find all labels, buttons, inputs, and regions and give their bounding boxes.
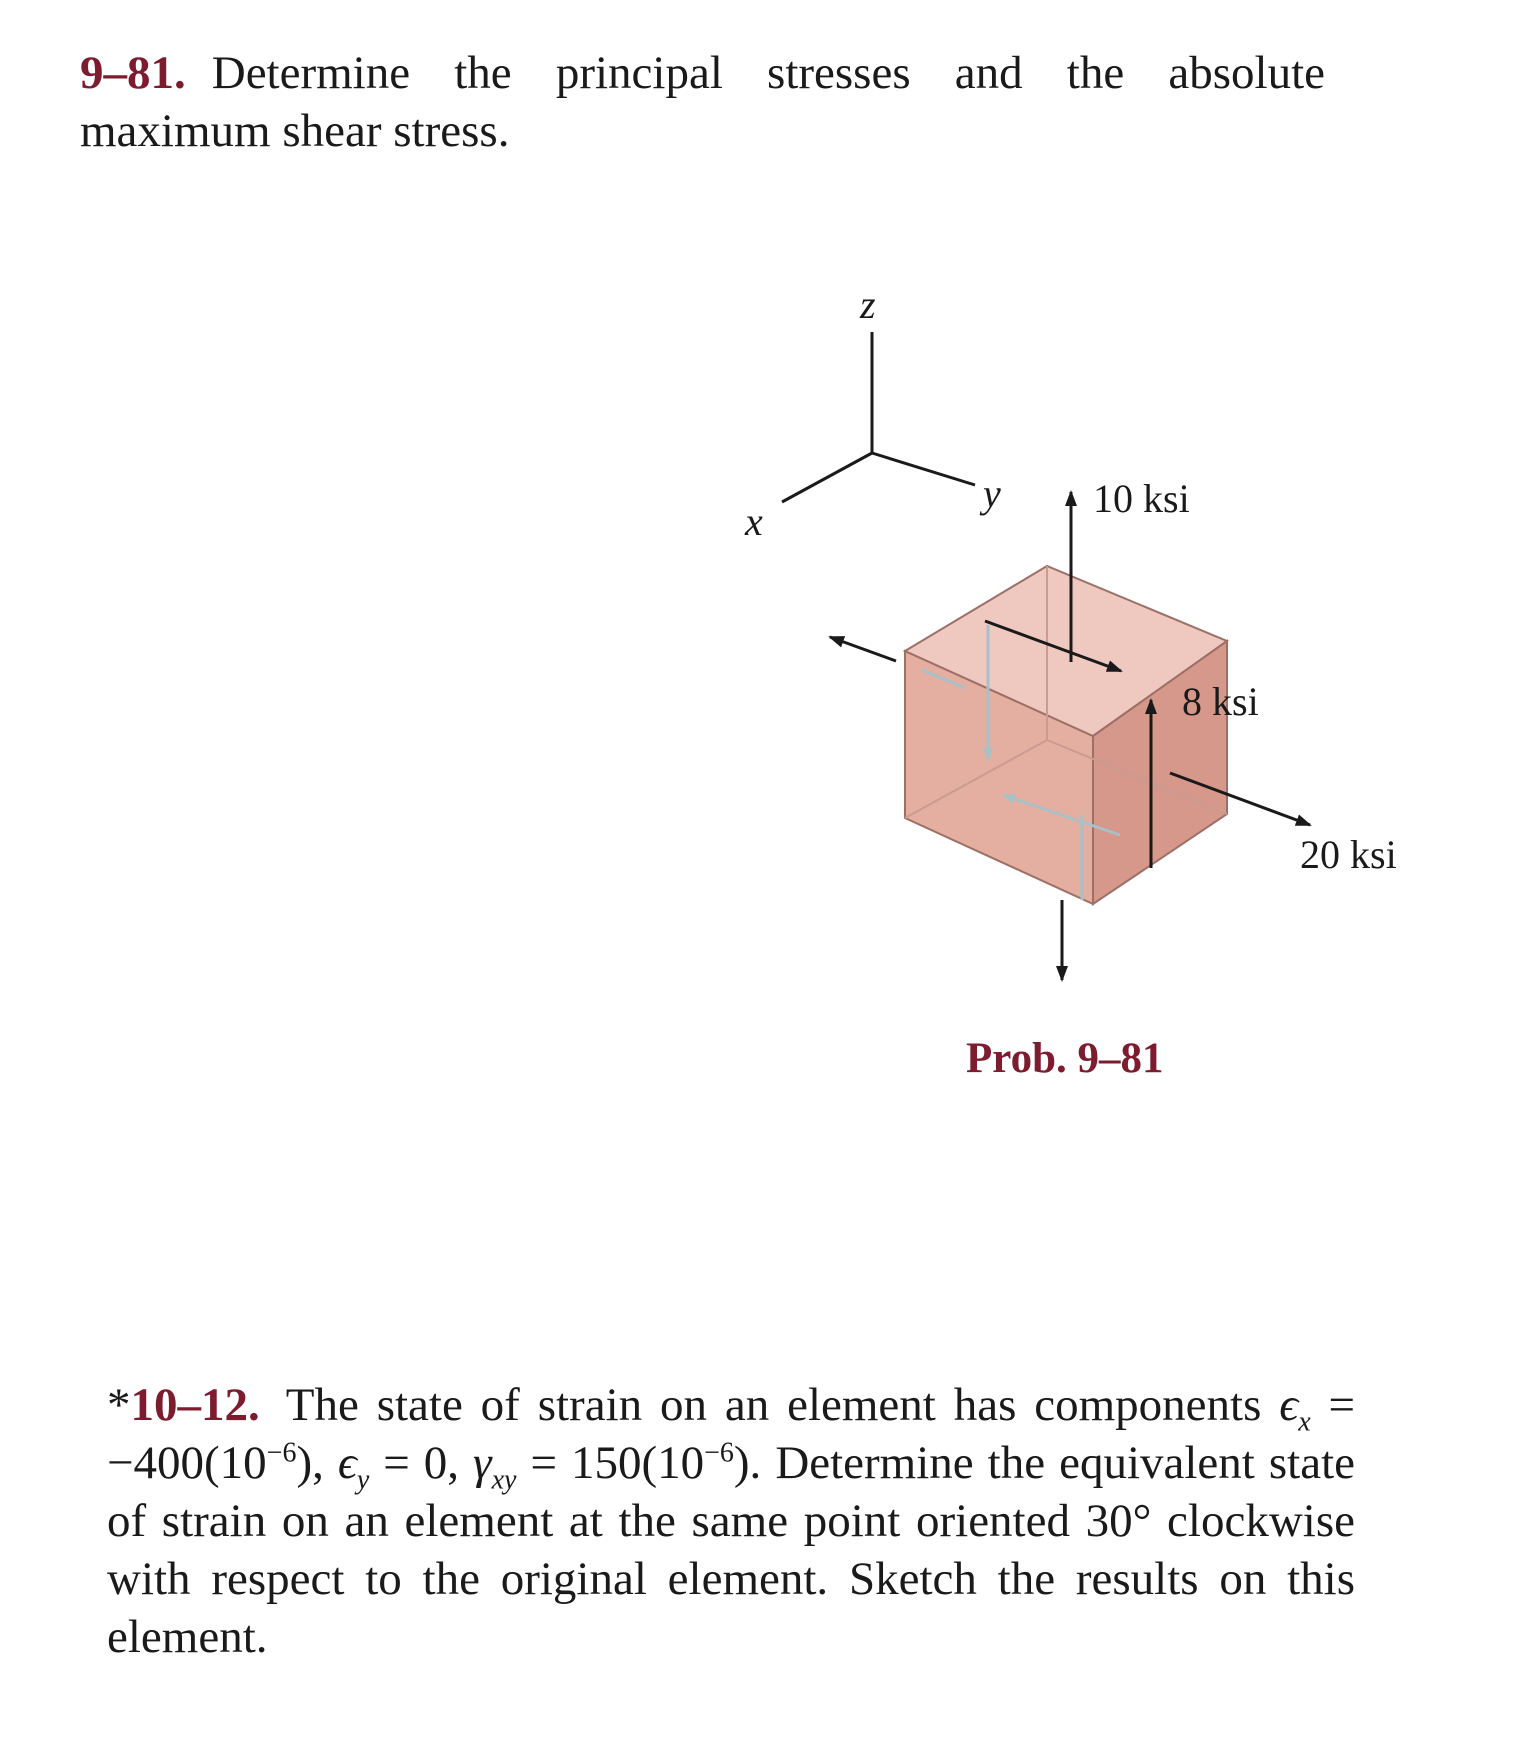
problem-statement: ). Determine the equivalent state of strain on an element at the same point oriented 30° clockwise with respect to the original element. Sketch the results on this element. <box>107 1437 1355 1663</box>
load-label-10ksi: 10 ksi <box>1093 476 1190 521</box>
strain-x-value: = −400(10 <box>107 1379 1356 1489</box>
epsilon-symbol: ϵ <box>337 1437 357 1489</box>
problem-10-12: *10–12. The state of strain on an element has components $\epsilon_x = -400(10^{-6})$, $\epsilon_y = 0$, $\gamma_{xy} = 150(10^{-6})$. Determine the equivalent state of strain on an element at the same point oriented 30° clockwise with respect to the original element. Sketch the results on this element. <box>107 1379 1356 1663</box>
strain-y-value: = 0, <box>369 1437 474 1489</box>
load-label-8ksi: 8 ksi <box>1182 679 1259 724</box>
exponent: −6 <box>704 1437 734 1469</box>
y-axis-label: y <box>983 471 1001 516</box>
problem-number: 9–81. <box>80 47 186 99</box>
subscript-x: x <box>1298 1406 1311 1438</box>
normal-stress-20ksi-left-arrow <box>830 637 896 661</box>
x-axis <box>782 453 872 502</box>
epsilon-symbol: ϵ <box>1279 1379 1299 1431</box>
load-label-20ksi: 20 ksi <box>1300 832 1397 877</box>
starred-marker: * <box>107 1379 131 1431</box>
exponent: −6 <box>266 1437 297 1469</box>
z-axis-label: z <box>860 282 876 327</box>
coordinate-axes <box>782 332 975 502</box>
x-axis-label: x <box>745 499 763 544</box>
stress-cube <box>905 566 1227 904</box>
problem-number: *10–12. <box>107 1379 260 1431</box>
gamma-symbol: γ <box>473 1437 492 1489</box>
subscript-xy: xy <box>491 1464 517 1496</box>
y-axis <box>872 453 975 485</box>
shear-strain-value: = 150(10 <box>516 1437 705 1489</box>
subscript-y: y <box>356 1464 370 1496</box>
problem-statement: Determine the principal stresses and the absolute maximum shear stress. <box>80 47 1325 157</box>
problem-intro: The state of strain on an element has components <box>285 1379 1262 1431</box>
figure-caption: Prob. 9–81 <box>966 1035 1164 1082</box>
